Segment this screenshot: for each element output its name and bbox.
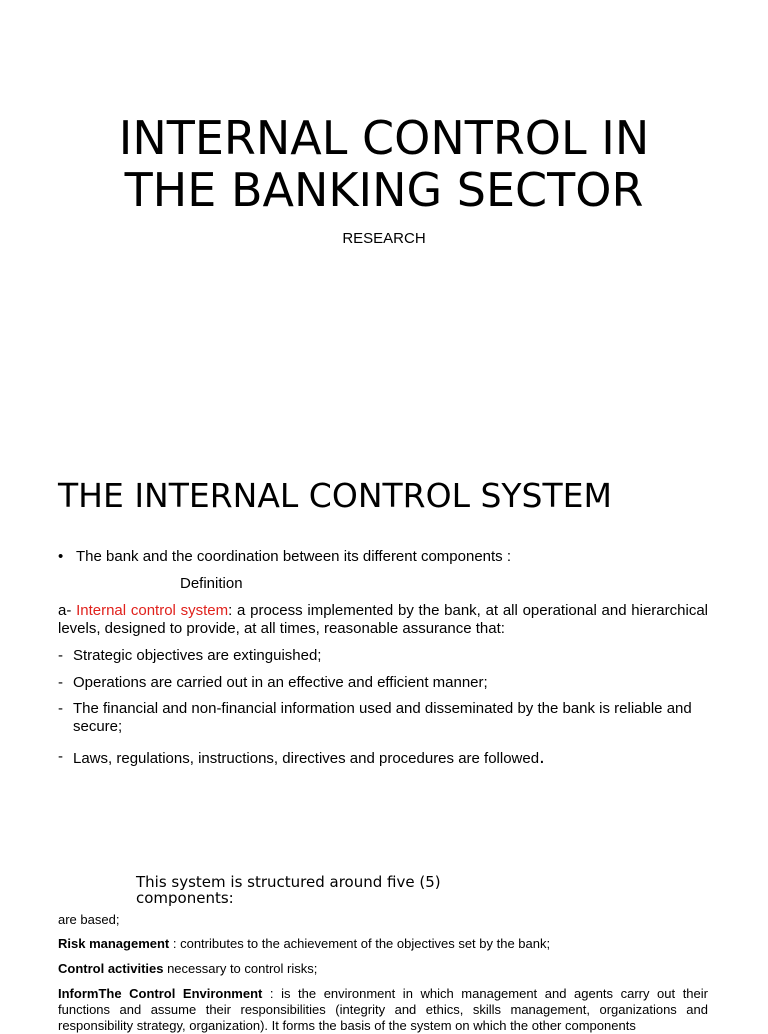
content-slide-heading: THE INTERNAL CONTROL SYSTEM xyxy=(58,476,612,515)
control-activities-text: necessary to control risks; xyxy=(163,961,318,976)
bullet-mark: • xyxy=(58,548,64,565)
para-rest: : a process implemented by the bank, at all operational and hierarchical levels, designed to provide, at all times, reasonable assurance that: xyxy=(58,602,708,637)
structured-note: This system is structured around five (5) components: xyxy=(136,873,441,907)
bullet-text: The bank and the coordination between its different components : xyxy=(76,548,512,565)
content-slide xyxy=(0,430,768,1033)
title-slide-heading xyxy=(0,112,768,216)
list-item-text: Laws, regulations, instructions, directives and procedures are followed xyxy=(73,750,540,767)
control-activities-line xyxy=(58,961,708,977)
highlighted-term: Internal control system xyxy=(76,602,229,619)
control-environment-label: InformThe Control Environment xyxy=(58,986,263,1001)
list-item xyxy=(58,700,708,736)
list-item-text: The financial and non-financial information used and disseminated by the bank is reliable and secure; xyxy=(73,700,692,735)
control-environment-text: : is the environment in which management and agents carry out their functions and assume their responsibilities (integrity and ethics, skills management, organizations and responsibility strategy, organization). It forms the basis of the system on which the other components xyxy=(58,986,708,1033)
are-based-line: are based; xyxy=(58,912,120,927)
list-item xyxy=(58,674,708,692)
list-item-text: Operations are carried out in an effective and efficient manner; xyxy=(73,674,488,691)
dash-mark: - xyxy=(58,748,63,765)
control-activities-label: Control activities xyxy=(58,961,164,976)
list-item-period: . xyxy=(539,746,545,768)
bullet-item xyxy=(58,548,708,566)
list-item-text: Strategic objectives are extinguished; xyxy=(73,647,322,664)
dash-mark: - xyxy=(58,700,63,717)
content-body xyxy=(58,548,708,768)
risk-management-text: : contributes to the achievement of the objectives set by the bank; xyxy=(169,936,551,951)
title-slide-subtitle: RESEARCH xyxy=(342,230,426,247)
risk-management-label: Risk management xyxy=(58,936,170,951)
dash-mark: - xyxy=(58,647,63,664)
definition-paragraph xyxy=(58,602,708,638)
list-item xyxy=(58,748,708,768)
dash-mark: - xyxy=(58,674,63,691)
heading-line-2: THE BANKING SECTOR xyxy=(124,163,644,217)
control-environment-line xyxy=(58,986,708,1034)
definition-label: Definition xyxy=(180,575,243,592)
para-prefix: a- xyxy=(58,602,77,619)
heading-line-1: INTERNAL CONTROL IN xyxy=(118,111,650,165)
title-slide xyxy=(0,0,768,430)
risk-management-line xyxy=(58,936,708,952)
list-item xyxy=(58,647,708,665)
